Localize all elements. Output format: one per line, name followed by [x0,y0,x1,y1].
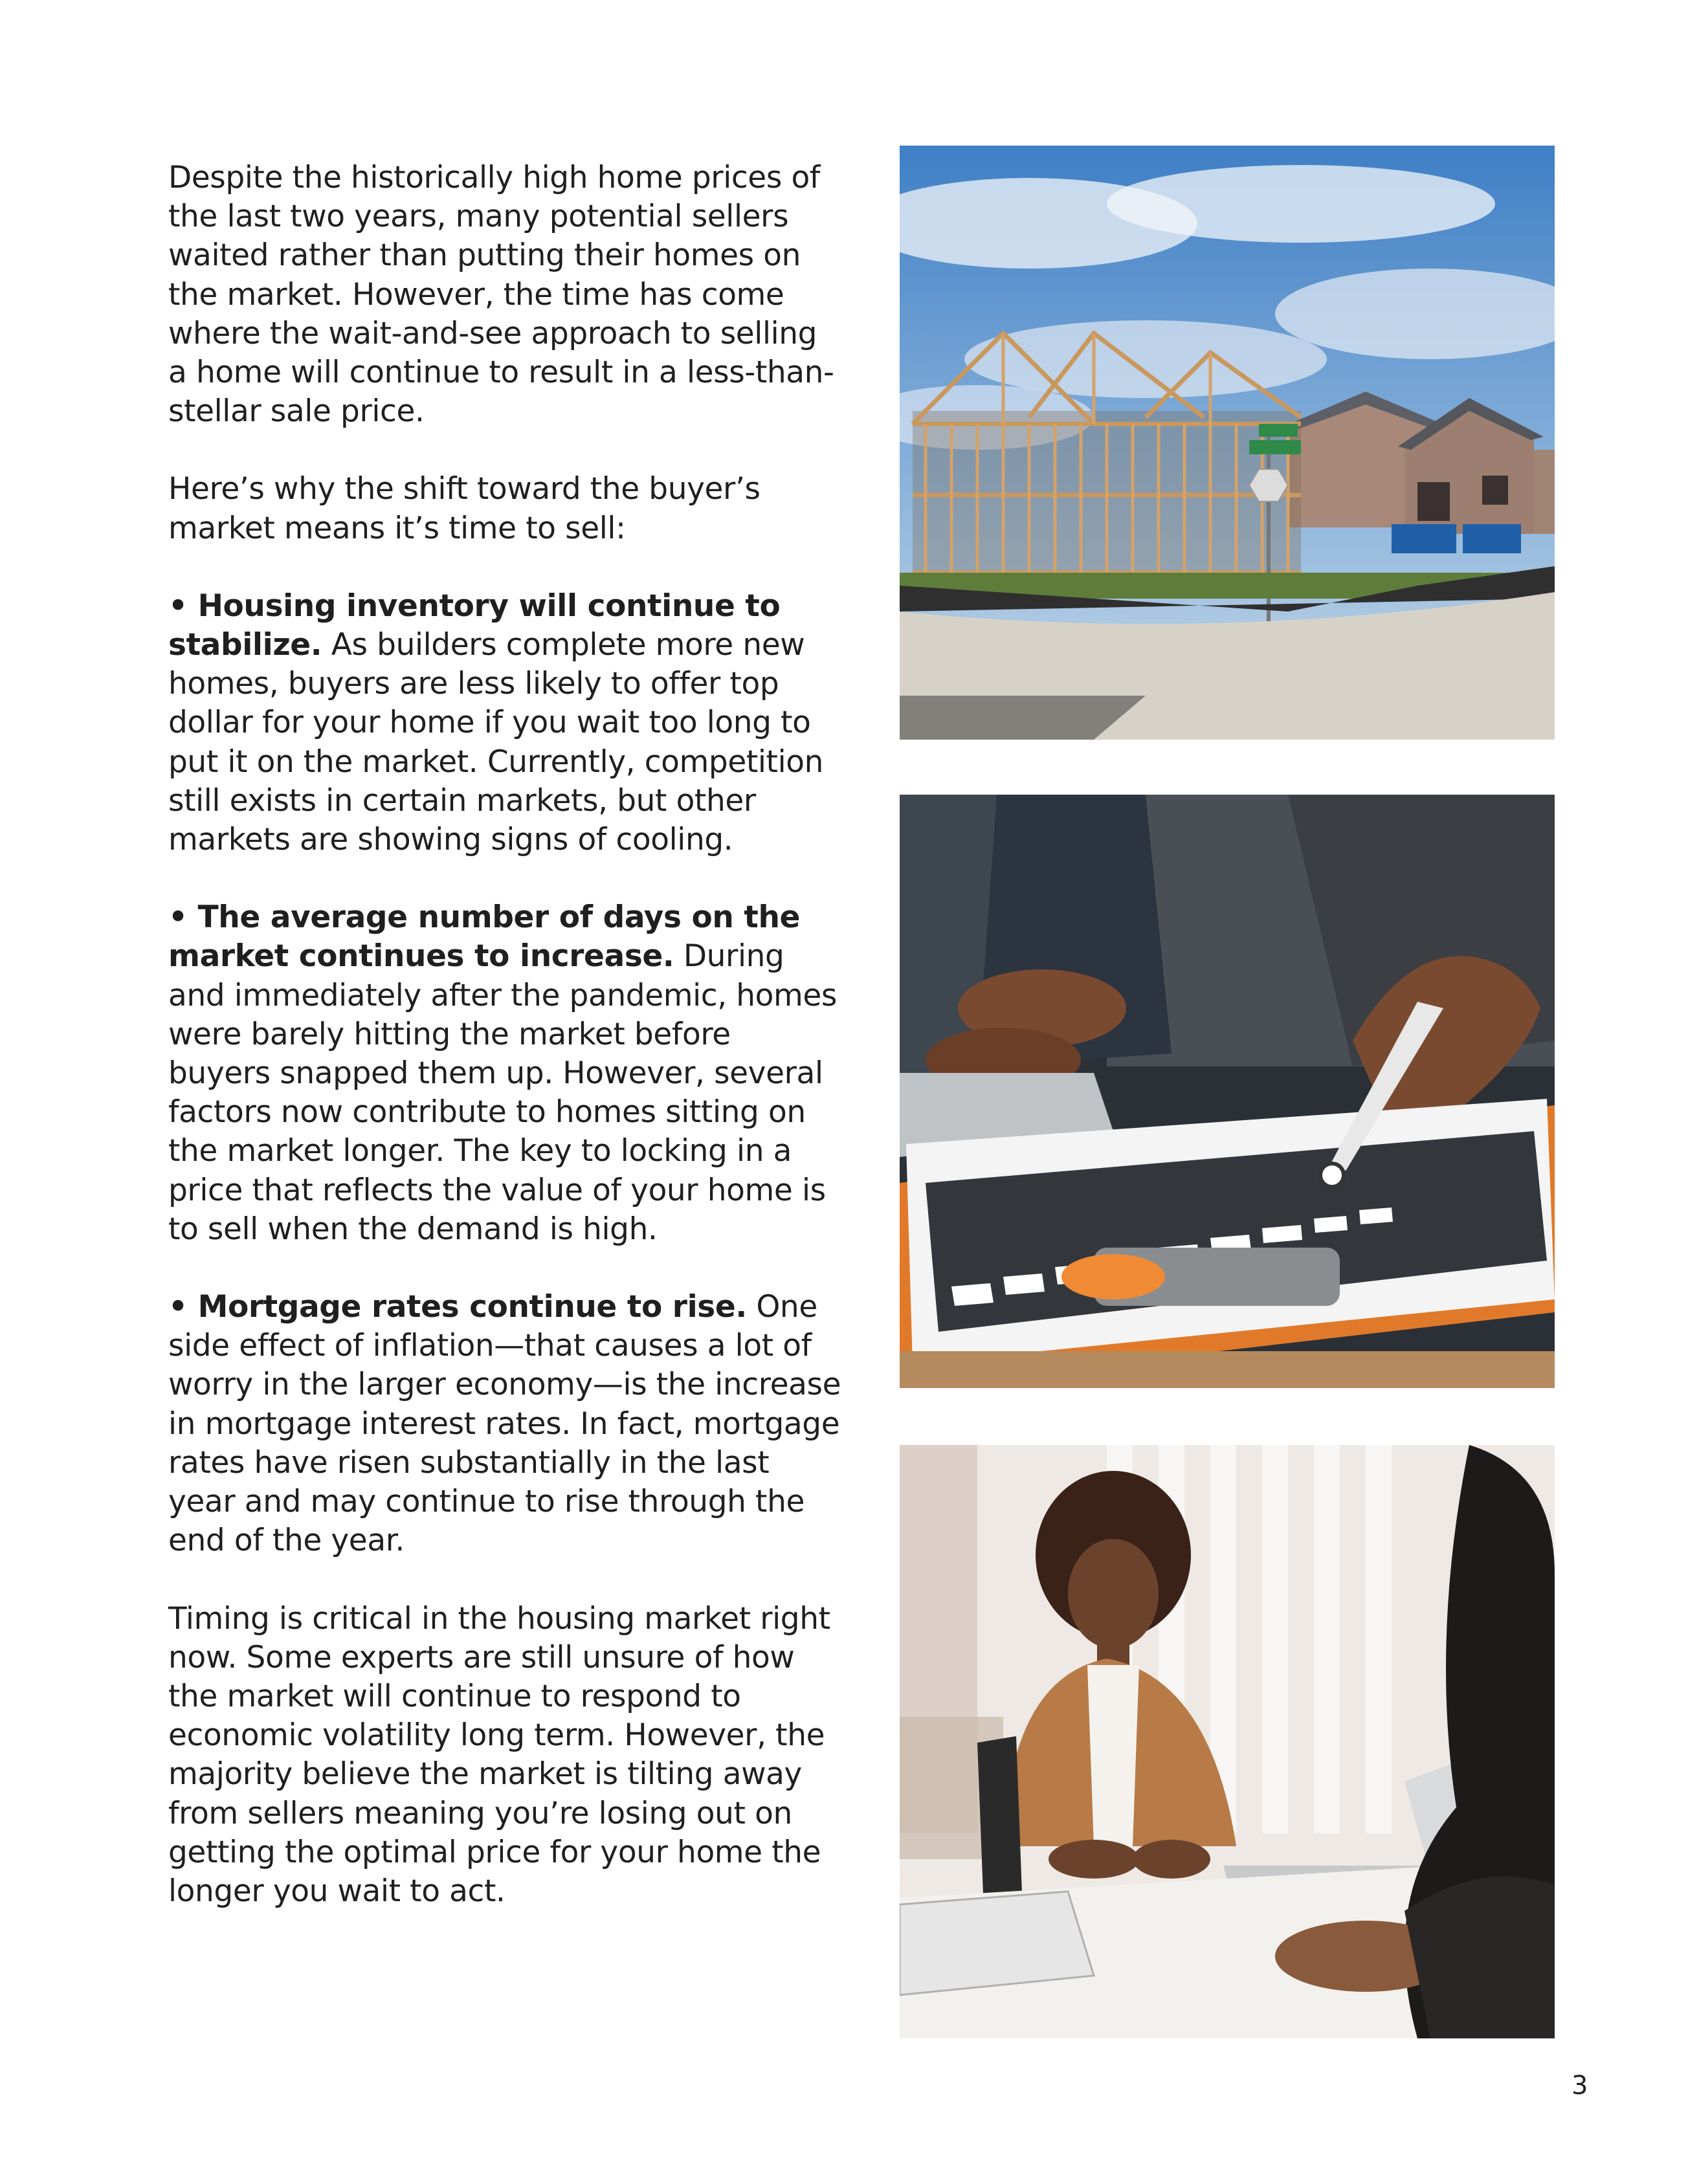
paragraph-intro [168,159,841,431]
photo-business-meeting [900,1445,1555,2038]
paragraph-why-text: Here’s why the shift toward the buyer’s market means it’s time to sell: [168,471,761,546]
paragraph-intro-text: Despite the historically high home prices of the last two years, many potential sellers waited rather than putting their homes on the market. However, the time has come where the wait-and-see approach to selling a home will continue to result in a less-than-stellar sale price. [168,160,834,430]
bullet-inventory [168,587,841,859]
business-chart-illustration [900,795,1555,1388]
paragraph-timing-text: Timing is critical in the housing market right now. Some experts are still unsure of how the market will continue to respond to economic volatility long term. However, the majority believe the market is tilting away from sellers meaning you’re losing out on getting the optimal price for your home the longer you wait to act. [168,1600,830,1909]
bullet-inventory-heading: • Housing inventory will continue to stabilize. [168,588,781,663]
photo-house-construction [900,146,1555,740]
bullet-mortgage-text: One side effect of inflation—that causes a lot of worry in the larger economy—is the increase in mortgage interest rates. In fact, mortgage rates have risen substantially in the last year and may continue to rise through the end of the year. [168,1289,841,1559]
photo-business-chart [900,795,1555,1388]
paragraph-timing [168,1600,841,1912]
bullet-days-text: During and immediately after the pandemic, homes were barely hitting the market before buyers snapped them up. However, several factors now contribute to homes sitting on the market longer. The key to locking in a price that reflects the value of your home is to sell when the demand is high. [168,938,838,1247]
paragraph-why [168,470,841,547]
bullet-days-heading: • The average number of days on the market continues to increase. [168,899,801,975]
bullet-inventory-text: As builders complete more new homes, buyers are less likely to offer top dollar for your home if you wait too long to put it on the market. Currently, competition still exists in certain markets, but other markets are showing signs of cooling. [168,627,823,858]
house-construction-illustration [900,146,1555,740]
page-number: 3 [1571,2071,1588,2101]
bullet-mortgage-heading: • Mortgage rates continue to rise. [168,1289,747,1325]
business-meeting-illustration [900,1445,1555,2038]
bullet-days-on-market [168,898,841,1249]
bullet-mortgage-rates [168,1288,841,1560]
body-text-column [168,159,841,1950]
